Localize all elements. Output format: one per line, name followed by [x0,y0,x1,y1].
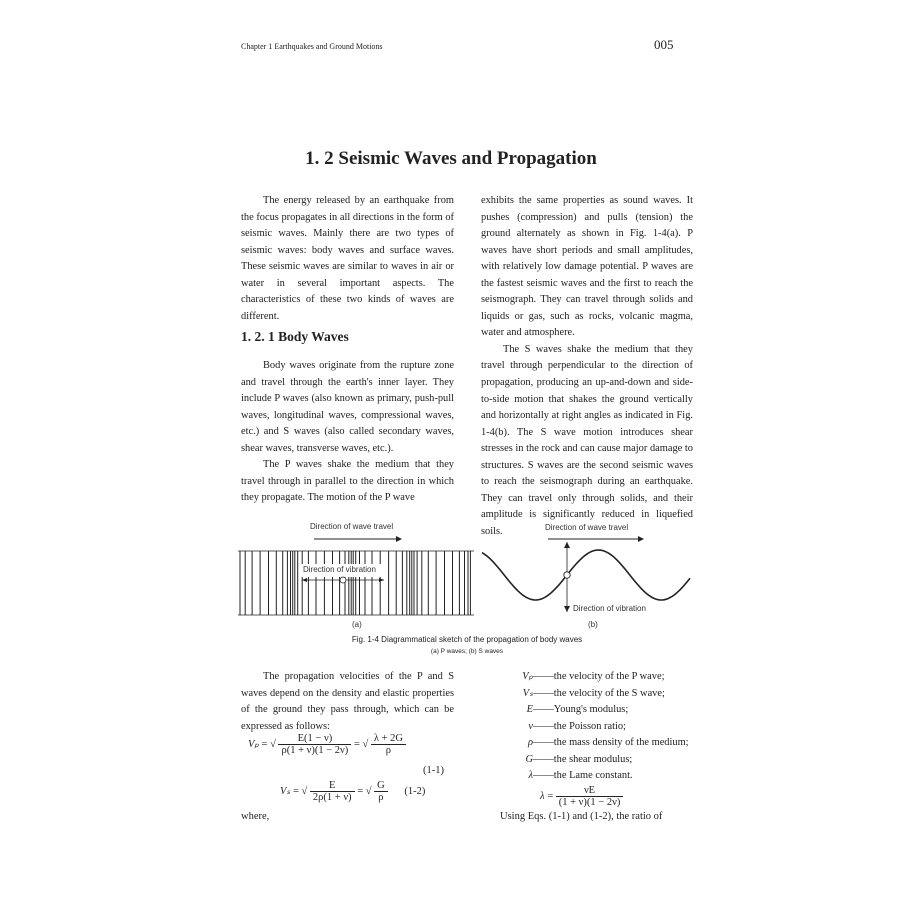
p-vibration-arrowhead-right [379,578,384,582]
figure-subcaption: (a) P waves; (b) S waves [430,648,504,655]
velocity-column [241,669,454,735]
right-paragraph-1: exhibits the same properties as sound waves. It pushes (compression) and pulls (tension) the ground alternately as shown in Fig. 1-4(a). P waves have short periods and small amplitudes, with relatively low damage potential. P waves are the fastest seismic waves and the first to reach the seismograph. They can travel through solids and liquids or gas, such as rocks, volcanic magma, water and atmosphere. [481,195,693,339]
eq1-fraction-2 [371,733,406,756]
lambda-lhs: λ [540,790,545,802]
lambda-fraction [556,785,624,808]
body-waves-column [241,358,454,507]
lambda-equation: λ = $\frac{\nu E}{(1 + \nu)(1 - 2\nu)}$ [540,785,623,808]
s-vibration-arrowhead-down [564,606,570,612]
definition-item: G——the shear modulus; [525,753,633,765]
definition-item: Vₚ——the velocity of the P wave; [522,671,665,682]
eq2-frac1-numerator: E [310,780,355,792]
lambda-numerator: νE [556,785,624,797]
velocity-paragraph: The propagation velocities of the P and S waves depend on the density and elastic properties of the ground they pass through, which can be expressed as follows: [241,671,454,732]
eq2-tag: (1-2) [404,785,426,797]
right-paragraph-2: The S waves shake the medium that they travel through perpendicular to the direction of propagation, producing an up-and-down and side-to-side motion that shakes the ground vertically and horizontally at right angles as indicated in Fig. 1-4(b). The S wave motion introduces shear stresses in the rock and can cause major damage to structures. S waves are the second seismic waves to reach the seismograph during an earthquake. They can travel only through solids, and their amplitude is significantly reduced in liquefied soils. [481,343,693,537]
eq1-frac2-denominator: ρ [385,745,392,756]
intro-paragraph: The energy released by an earthquake from the focus propagates in all directions in the form of seismic waves. Mainly there are two types of seismic waves: body waves and surface waves. These seismic waves are similar to waves in air or water in several important aspects. The characteristics of these two kinds of waves are different. [241,195,454,322]
equation-1-1: Vₚ = √ $\frac{E(1 - \nu)}{\rho(1 + \nu)(1 - 2\nu)}$ = √ $\frac{\lambda + 2G}{\rho}$ [248,733,406,756]
p-particle-marker [340,577,346,583]
body-paragraph-1: Body waves originate from the rupture zone and travel through the earth's inner layer. They include P waves (also known as primary, push-pull waves, longitudinal waves, compressional waves, etc.) and S waves (also called secondary waves, shear waves, transverse waves, etc.). [241,360,454,454]
intro-column [241,193,454,325]
p-wave-diagram [236,533,476,623]
eq1-frac2-numerator: λ + 2G [371,733,406,745]
body-paragraph-2: The P waves shake the medium that they travel through in parallel to the direction in which they propagate. The motion of the P wave [241,459,454,504]
p-travel-arrowhead [396,536,402,542]
s-wave-curve [482,550,690,600]
definition-item: ν——the Poisson ratio; [528,720,626,732]
definition-item: λ——the Lame constant. [528,770,633,782]
eq1-lhs: Vₚ [248,738,259,750]
eq2-frac2-numerator: G [374,780,388,792]
equation-1-2: Vₛ = √ $\frac{E}{2\rho(1 + \nu)}$ = √ $\frac{G}{\rho}$ (1-2) [280,780,426,803]
s-vibration-arrowhead-up [564,542,570,548]
final-line: Using Eqs. (1-1) and (1-2), the ratio of [500,811,663,822]
eq1-tag: (1-1) [423,765,444,776]
definition-item: Vₛ——the velocity of the S wave; [522,687,665,699]
eq2-fraction-2 [374,780,388,803]
eq1-frac1-denominator: ρ(1 + ν)(1 − 2ν) [281,745,349,756]
running-header: Chapter 1 Earthquakes and Ground Motions [241,42,383,51]
section-title: 1. 2 Seismic Waves and Propagation [305,148,597,169]
eq1-fraction-1 [278,733,351,756]
figure-caption: Fig. 1-4 Diagrammatical sketch of the propagation of body waves [351,635,583,644]
definition-item: E——Young's modulus; [526,704,629,716]
p-wave-travel-label: Direction of wave travel [310,522,394,531]
eq2-frac1-denominator: 2ρ(1 + ν) [312,792,352,803]
s-travel-arrowhead [638,536,644,542]
definition-item: ρ——the mass density of the medium; [528,737,689,749]
fig-a-tag: (a) [352,620,362,629]
subsection-title: 1. 2. 1 Body Waves [241,329,349,344]
definitions-list [500,669,695,785]
right-column [481,193,693,540]
lambda-denominator: (1 + ν)(1 − 2ν) [558,797,621,808]
s-particle-marker [564,572,570,578]
eq1-frac1-numerator: E(1 − ν) [278,733,351,745]
fig-b-tag: (b) [588,620,598,629]
p-vibration-arrowhead-left [302,578,307,582]
s-wave-travel-label: Direction of wave travel [545,523,629,532]
where-text: where, [241,811,270,822]
eq2-frac2-denominator: ρ [378,792,384,803]
page-number: 005 [654,37,674,52]
eq2-lhs: Vₛ [280,785,291,797]
eq2-fraction-1 [310,780,355,803]
p-vibration-label: Direction of vibration [303,565,376,574]
p-wave-compression-lines [240,551,470,615]
s-vibration-label: Direction of vibration [573,604,646,613]
